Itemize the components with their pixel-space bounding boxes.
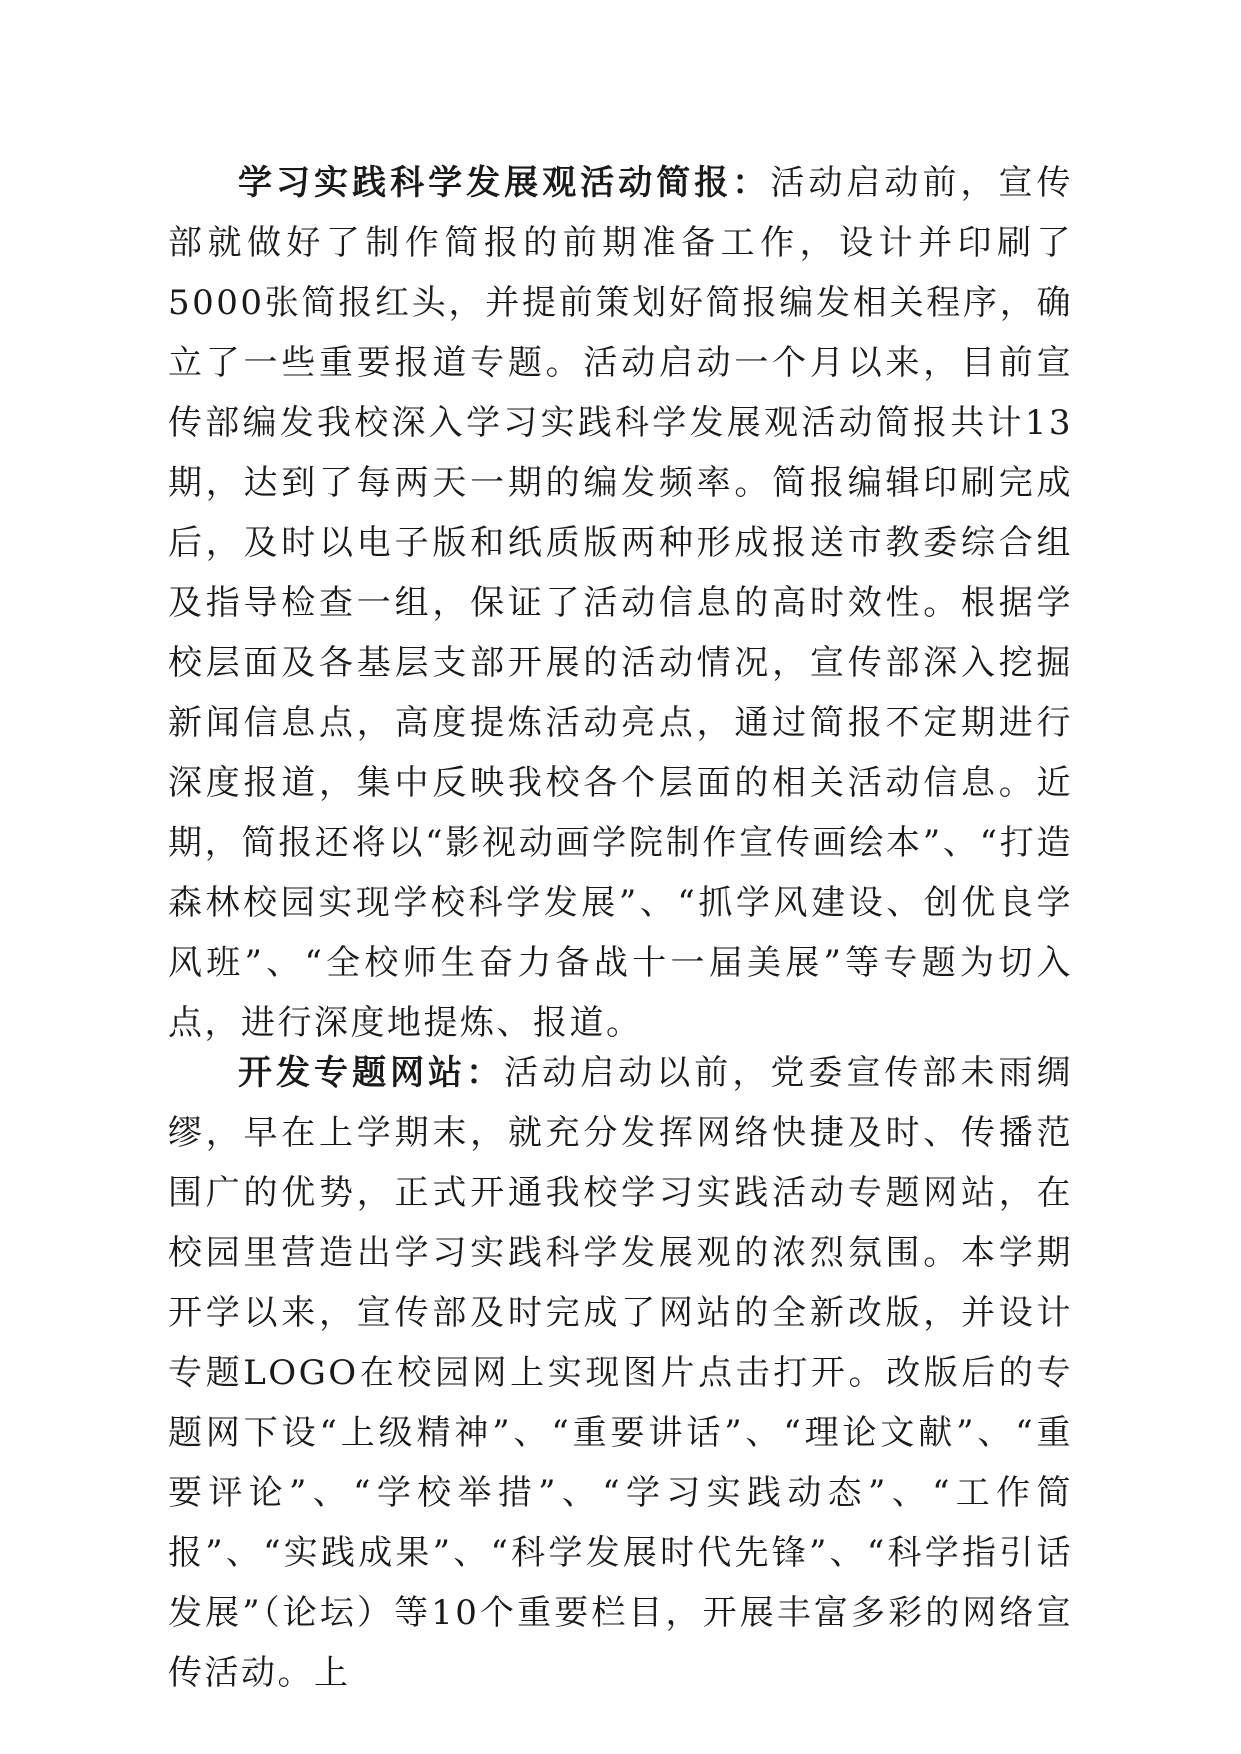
briefing-body: 活动启动前，宣传部就做好了制作简报的前期准备工作，设计并印刷了5000张简报红头，并提前策划好简报编发相关程序，确立了一些重要报道专题。活动启动一个月以来，目前宣传部编发我校深入学习实践科学发展观活动简报共计13期，达到了每两天一期的编发频率。简报编辑印刷完成后，及时以电子版和纸质版两种形成报送市教委综合组及指导检查一组，保证了活动信息的高时效性。根据学校层面及各基层支部开展的活动情况，宣传部深入挖掘新闻信息点，高度提炼活动亮点，通过简报不定期进行深度报道，集中反映我校各个层面的相关活动信息。近期，简报还将以“影视动画学院制作宣传画绘本”、“打造森林校园实现学校科学发展”、“抓学风建设、创优良学风班”、“全校师生奋力备战十一届美展”等专题为切入点，进行深度地提炼、报道。 — [168, 163, 1074, 1043]
website-heading: 开发专题网站： — [238, 1053, 505, 1093]
website-body: 活动启动以前，党委宣传部未雨绸缪，早在上学期末，就充分发挥网络快捷及时、传播范围广的优势，正式开通我校学习实践活动专题网站，在校园里营造出学习实践科学发展观的浓烈氛围。本学期开学以来，宣传部及时完成了网站的全新改版，并设计专题LOGO在校园网上实现图片点击打开。改版后的专题网下设“上级精神”、“重要讲话”、“理论文献”、“重要评论”、“学校举措”、“学习实践动态”、“工作简报”、“实践成果”、“科学发展时代先锋”、“科学指引话发展”（论坛）等10个重要栏目，开展丰富多彩的网络宣传活动。上 — [168, 1053, 1074, 1693]
briefing-paragraph — [168, 153, 1073, 1053]
website-paragraph — [168, 1043, 1073, 1703]
briefing-heading: 学习实践科学发展观活动简报： — [238, 163, 771, 203]
